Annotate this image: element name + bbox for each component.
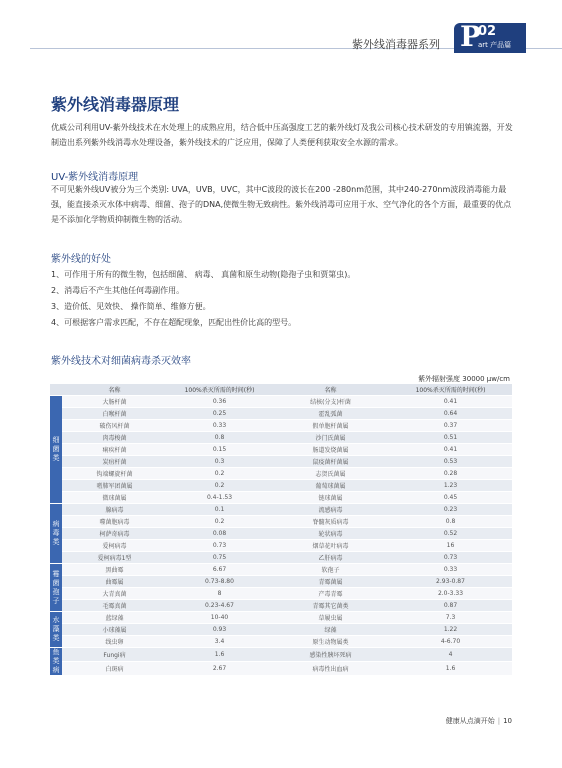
category-text: 水藻类 [52,616,60,642]
kill-time-cell: 0.73 [389,552,512,564]
kill-time-cell: 0.37 [389,420,512,432]
kill-time-cell: 0.93 [167,624,272,636]
category-label [50,504,62,564]
irradiance-note: 紫外辐射强度 30000 μw/cm [418,375,510,383]
kill-time-cell: 0.25 [167,408,272,420]
kill-time-cell: 0.3 [167,456,272,468]
table-row [50,456,512,468]
organism-name-cell: 爱柯病毒 [62,540,167,552]
kill-time-cell: 1.6 [389,662,512,676]
table-row [50,648,512,662]
table-row [50,636,512,648]
organism-name-cell: 腺病毒 [62,504,167,516]
table-heading: 紫外线技术对细菌病毒杀灭效率 [51,356,191,367]
series-title: 紫外线消毒器系列 [352,38,440,51]
kill-time-cell: 0.75 [167,552,272,564]
kill-time-cell: 1.6 [167,648,272,662]
kill-time-cell: 0.4-1.53 [167,492,272,504]
organism-name-cell: 产毒青霉 [272,588,389,600]
organism-name-cell: 爱柯病毒1型 [62,552,167,564]
organism-name-cell: 软孢子 [272,564,389,576]
benefits-heading: 紫外线的好处 [51,254,111,265]
kill-time-cell: 0.33 [167,420,272,432]
kill-time-cell: 2.67 [167,662,272,676]
organism-name-cell: 流感病毒 [272,504,389,516]
kill-time-cell: 0.41 [389,396,512,408]
organism-name-cell: 假单胞杆菌属 [272,420,389,432]
footer-tagline: 健康从点滴开始 [445,717,495,725]
organism-name-cell: 链球菌属 [272,492,389,504]
benefit-item: 4、可根据客户需求匹配，不存在超配现象，匹配出性价比高的型号。 [51,318,297,327]
column-header: 名称 [272,384,389,396]
organism-name-cell: Fungi病 [62,648,167,662]
organism-name-cell: 霍乱弧菌 [272,408,389,420]
kill-time-cell: 0.23 [389,504,512,516]
kill-time-cell: 0.15 [167,444,272,456]
organism-name-cell: 病毒性出血病 [272,662,389,676]
organism-name-cell: 噬菌胞病毒 [62,516,167,528]
organism-name-cell: 草履虫属 [272,612,389,624]
category-text: 鱼类病 [52,648,60,674]
table-row [50,564,512,576]
kill-time-cell: 10-40 [167,612,272,624]
kill-time-cell: 3.4 [167,636,272,648]
table-row [50,492,512,504]
column-header: 名称 [62,384,167,396]
kill-time-cell: 1.22 [389,624,512,636]
part-number: 02 [478,24,497,39]
organism-name-cell: 柯萨奇病毒 [62,528,167,540]
kill-time-cell: 1.23 [389,480,512,492]
kill-time-cell: 0.41 [389,444,512,456]
organism-name-cell: 葡萄球菌属 [272,480,389,492]
part-badge [454,20,526,53]
kill-time-cell: 0.08 [167,528,272,540]
table-row [50,662,512,676]
organism-name-cell: 微球菌属 [62,492,167,504]
table-row [50,516,512,528]
category-text: 细菌类 [52,436,60,462]
organism-name-cell: 钩端螺旋杆菌 [62,468,167,480]
table-row [50,408,512,420]
kill-time-cell: 0.28 [389,468,512,480]
intro-paragraph: 优威公司利用UV-紫外线技术在水处理上的成熟应用，结合低中压高强度工艺的紫外线灯及我公司核心技术研发的专用镇流器，开发制造出系列紫外线消毒水处理设备，紫外线技术的广泛应用，保障了人类便利获取安全水源的需求。 [51,123,513,147]
organism-name-cell: 蓝绿藻 [62,612,167,624]
table-row [50,396,512,408]
kill-time-cell: 0.2 [167,516,272,528]
table-row [50,504,512,516]
organism-name-cell: 原生动物属类 [272,636,389,648]
organism-name-cell: 大青真菌 [62,588,167,600]
organism-name-cell: 线虫卵 [62,636,167,648]
kill-time-cell: 0.51 [389,432,512,444]
organism-name-cell: 嗜肺军团菌属 [62,480,167,492]
kill-time-cell: 16 [389,540,512,552]
table-row [50,600,512,612]
organism-name-cell: 黑曲霉 [62,564,167,576]
organism-name-cell: 沙门氏菌属 [272,432,389,444]
category-label [50,564,62,612]
kill-time-cell: 0.45 [389,492,512,504]
kill-time-cell: 0.52 [389,528,512,540]
organism-name-cell: 曲霉属 [62,576,167,588]
kill-time-cell: 0.36 [167,396,272,408]
part-letter: P [460,20,482,53]
table-row [50,468,512,480]
kill-time-cell: 0.2 [167,468,272,480]
table-row [50,528,512,540]
table-row [50,432,512,444]
kill-time-cell: 8 [167,588,272,600]
table-header-row [50,384,512,396]
organism-name-cell: 结核(分支)杆菌 [272,396,389,408]
benefit-item: 1、可作用于所有的微生物，包括细菌、 病毒、 真菌和原生动物(隐孢子虫和贾第虫)。 [51,270,356,279]
benefits-list [51,267,517,331]
organism-name-cell: 肉毒梭菌 [62,432,167,444]
kill-time-cell: 0.53 [389,456,512,468]
kill-time-cell: 0.2 [167,480,272,492]
organism-name-cell: 脊髓灰质病毒 [272,516,389,528]
table-row [50,576,512,588]
kill-time-cell: 6.67 [167,564,272,576]
table-row [50,612,512,624]
kill-time-cell: 0.8 [389,516,512,528]
kill-time-cell: 0.23-4.67 [167,600,272,612]
kill-time-cell: 4 [389,648,512,662]
benefit-item: 3、造价低、见效快、 操作简单、维修方便。 [51,302,211,311]
organism-name-cell: 感染性胰坏死病 [272,648,389,662]
organism-name-cell: 炭疽杆菌 [62,456,167,468]
kill-time-cell: 0.73 [167,540,272,552]
kill-time-cell: 0.64 [389,408,512,420]
sterilization-table [50,384,512,676]
page-title: 紫外线消毒器原理 [51,95,180,114]
kill-time-cell: 4-6.70 [389,636,512,648]
organism-name-cell: 小球藻属 [62,624,167,636]
table-body [50,396,512,676]
table-row [50,480,512,492]
category-label [50,612,62,648]
category-text: 病毒类 [52,520,60,546]
organism-name-cell: 轮状病毒 [272,528,389,540]
header-spacer [50,384,62,396]
category-label [50,648,62,676]
table-row [50,552,512,564]
organism-name-cell: 烟草花叶病毒 [272,540,389,552]
category-label [50,396,62,504]
part-label: art 产品篇 [478,41,512,49]
organism-name-cell: 绿藻 [272,624,389,636]
kill-time-cell: 0.33 [389,564,512,576]
kill-time-cell: 2.93-0.87 [389,576,512,588]
footer: 健康从点滴开始 | 10 [445,717,512,725]
kill-time-cell: 7.3 [389,612,512,624]
organism-name-cell: 白斑病 [62,662,167,676]
organism-name-cell: 白喉杆菌 [62,408,167,420]
organism-name-cell: 破伤风杆菌 [62,420,167,432]
column-header: 100%杀灭所需的时间(秒) [167,384,272,396]
organism-name-cell: 大肠杆菌 [62,396,167,408]
uv-principle-heading: UV-紫外线消毒原理 [51,172,139,183]
benefit-item: 2、消毒后不产生其他任何毒副作用。 [51,286,185,295]
table-row [50,588,512,600]
table-row [50,540,512,552]
organism-name-cell: 乙肝病毒 [272,552,389,564]
kill-time-cell: 0.73-8.80 [167,576,272,588]
organism-name-cell: 青霉其它菌类 [272,600,389,612]
organism-name-cell: 痢疾杆菌 [62,444,167,456]
table-row [50,420,512,432]
kill-time-cell: 0.8 [167,432,272,444]
table-row [50,444,512,456]
organism-name-cell: 鼠疫菌杆菌属 [272,456,389,468]
organism-name-cell: 肠道发烧菌属 [272,444,389,456]
kill-time-cell: 2.0-3.33 [389,588,512,600]
organism-name-cell: 毛霉真菌 [62,600,167,612]
organism-name-cell: 志贺氏菌属 [272,468,389,480]
kill-time-cell: 0.1 [167,504,272,516]
category-text: 霉菌孢子 [52,569,60,605]
column-header: 100%杀灭所需的时间(秒) [389,384,512,396]
organism-name-cell: 青霉菌属 [272,576,389,588]
uv-principle-text: 不可见紫外线UV被分为三个类别: UVA，UVB，UVC，其中C波段的波长在200 -280nm范围，其中240-270nm波段消毒能力最强，能直接杀灭水体中病毒、细菌、孢子的DNA,使微生物无致病性。紫外线消毒可应用于水、空气净化的各个方面，最重要的优点是不添加化学物质抑制微生物的活动。 [51,185,512,224]
kill-time-cell: 0.87 [389,600,512,612]
page-number: 10 [503,717,512,725]
table-row [50,624,512,636]
